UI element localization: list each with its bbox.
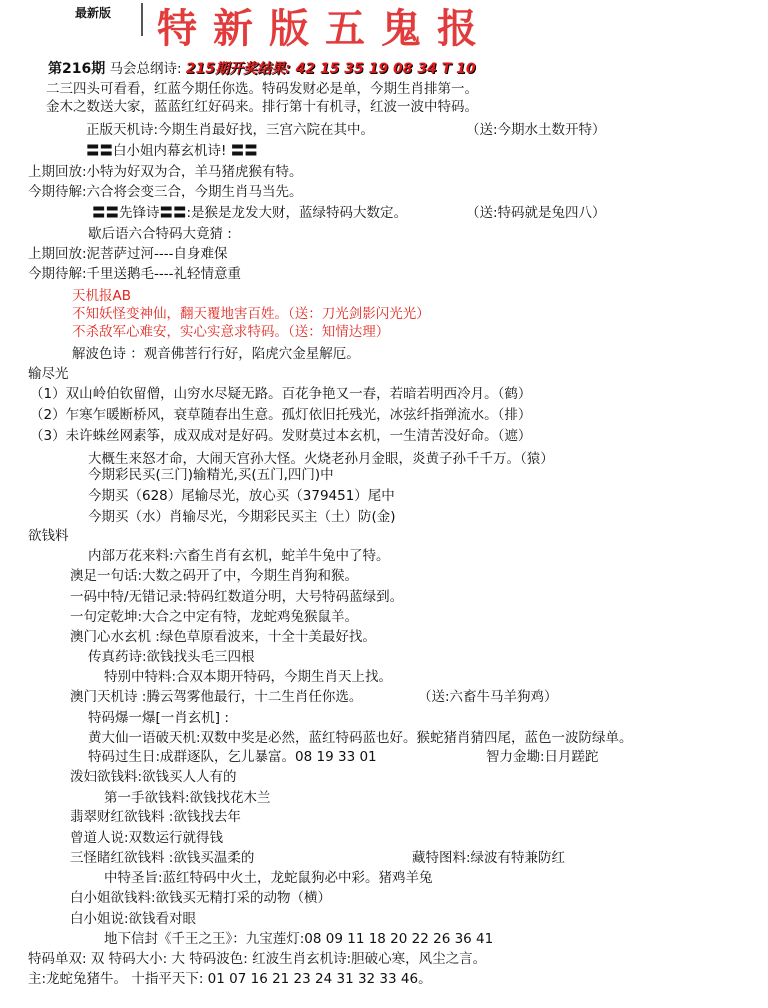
text-line: 泼妇欲钱料:欲钱买人人有的: [70, 769, 237, 785]
text-line: 一码中特/无错记录:特码红数道分明，大号特码蓝绿到。: [70, 589, 404, 605]
text-line: （送:特码就是兔四八）: [466, 205, 606, 221]
text-line: 藏特图料:绿波有特兼防红: [412, 850, 566, 866]
text-line: 上期回放:泥菩萨过河----自身难保: [28, 246, 228, 262]
text-line: 澳门心水玄机 :绿色草原看波来，十全十美最好找。: [70, 629, 376, 645]
text-line: 第一手欲钱料:欲钱找花木兰: [104, 790, 271, 806]
text-line: 不知妖怪变神仙，翻天覆地害百姓。（送：刀光剑影闪光光）: [72, 306, 430, 322]
text-line: 今期彩民买(三门)输精光,买(五门,四门)中: [88, 467, 334, 483]
text-line: 澳门天机诗 :腾云驾雾他最行，十二生肖任你选。: [70, 689, 363, 705]
text-line: 输尽光: [28, 366, 69, 382]
text-line: 解波色诗 ：观音佛菩行行好，陷虎穴金星解厄。: [72, 346, 360, 362]
header-divider: [141, 3, 143, 36]
text-line: （1）双山岭伯钦留僧，山穷水尽疑无路。百花争艳又一春，若暗若明西冷月。（鹤）: [30, 386, 532, 402]
text-line: 黄大仙一语破天机:双数中奖是必然，蓝红特码蓝也好。猴蛇猪肖猜四尾，蓝色一波防绿单。: [88, 730, 633, 746]
edition-label: 最新版: [75, 6, 112, 20]
text-line: 欲钱料: [28, 528, 69, 544]
text-line: 今期买（628）尾输尽光，放心买（379451）尾中: [88, 488, 395, 504]
text-line: 特码爆一爆[一肖玄机] :: [88, 710, 229, 726]
text-line: 一句定乾坤:大合之中定有特，龙蛇鸡兔猴鼠羊。: [70, 609, 359, 625]
text-line: 三怪睹红欲钱料 :欲钱买温柔的: [70, 850, 255, 866]
text-line: 特码单双: 双 特码大小: 大 特码波色: 红波生肖玄机诗:胆破心寒，风尘之言。: [28, 951, 487, 967]
text-line: 智力金墈:日月蹉跎: [486, 749, 599, 765]
text-line: 翡翠财红欲钱料 :欲钱找去年: [70, 809, 241, 825]
text-line: 〓〓先锋诗〓〓:是猴是龙发大财，蓝绿特码大数定。: [92, 205, 408, 221]
text-line: （3）未许蛛丝网素筝，成双成对是好码。发财莫过本玄机，一生清苦没好命。（遮）: [30, 428, 532, 444]
text-line: 内部万花来料:六畜生肖有玄机，蛇羊牛兔中了特。: [88, 548, 390, 564]
text-line: 歇后语六合特码大竟猜 :: [88, 226, 232, 242]
text-line: 澳足一句话:大数之码开了中，今期生肖狗和猴。: [70, 568, 359, 584]
text-line: 天机报AB: [72, 288, 131, 304]
text-line: 特别中特料:合双本期开特码，今期生肖天上找。: [104, 669, 393, 685]
text-line: 白小姐欲钱料:欲钱买无精打采的动物（横）: [70, 890, 332, 906]
text-line: 金木之数送大家，蓝蓝红红好码来。排行第十有机寻，红波一波中特码。: [46, 99, 478, 115]
text-line: 今期买（水）肖输尽光，今期彩民买主（土）防(金): [88, 509, 396, 525]
text-line: 正版天机诗:今期生肖最好找，三宫六院在其中。: [86, 122, 375, 138]
text-line: 今期待解:六合将会变三合，今期生肖马当先。: [28, 184, 303, 200]
page-title: 特新版五鬼报: [157, 5, 493, 52]
text-line: 白小姐说:欲钱看对眼: [70, 911, 197, 927]
issue-line: [48, 60, 476, 78]
text-line: 中特圣旨:蓝红特码中火土，龙蛇鼠狗必中彩。猪鸡羊兔: [104, 870, 433, 886]
text-line: 上期回放:小特为好双为合，羊马猪虎猴有特。: [28, 164, 303, 180]
issue-number: 第216期: [48, 61, 106, 77]
text-line: 传真药诗:欲钱找头毛三四根: [88, 649, 255, 665]
text-line: （2）乍寒乍暖断桥风，衰草随春出生意。孤灯依旧托残光，冰弦纤指弹流水。（排）: [30, 407, 532, 423]
text-line: 今期待解:千里送鹅毛----礼轻情意重: [28, 266, 242, 282]
draw-result: 215期开奖结果: 42 15 35 19 08 34 T 10: [185, 61, 476, 77]
text-line: 大概生来怒才命，大闹天宫孙大怪。火烧老孙月金眼，炎黄子孙千千万。（猿）: [88, 451, 554, 467]
text-line: 特码过生日:成群逐队，乞儿暴富。08 19 33 01: [88, 749, 377, 765]
poem-label: 马会总纲诗:: [109, 61, 182, 77]
text-line: 不杀敌军心难安，实心实意求特码。（送：知情达理）: [72, 324, 390, 340]
text-line: 〓〓白小姐内幕玄机诗! 〓〓: [86, 143, 258, 159]
text-line: 二三四头可看看，红蓝今期任你选。特码发财必是单，今期生肖排第一。: [46, 81, 478, 97]
text-line: 地下信封《千王之王》：九宝莲灯:08 09 11 18 20 22 26 36 41: [104, 931, 494, 947]
text-line: 曾道人说:双数运行就得钱: [70, 830, 224, 846]
text-line: （送:今期水土数开特）: [466, 122, 606, 138]
text-line: 主:龙蛇兔猪牛。 十指平天下: 01 07 16 21 23 24 31 32 33 46。: [28, 971, 432, 987]
text-line: （送:六畜牛马羊狗鸡）: [418, 689, 558, 705]
